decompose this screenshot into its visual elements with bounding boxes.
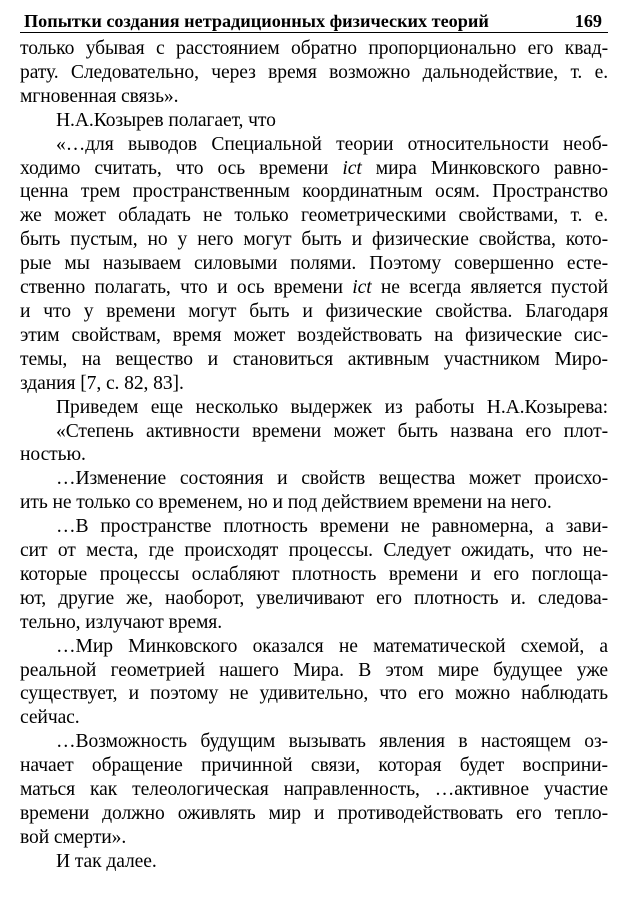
italic-term: ict — [342, 157, 362, 179]
text-line: быть пустым, но у него могут быть и физические свойства, кото- — [20, 229, 608, 251]
running-header — [20, 8, 608, 32]
text-line: времени должно оживлять мир и противодействовать его тепло- — [20, 803, 608, 824]
text-line: темы, на вещество и становиться активным участником Миро- — [20, 348, 608, 370]
text-run: не всегда является пустой — [371, 277, 608, 299]
text-line: начает обращение причинной связи, которая будет восприни- — [20, 755, 608, 777]
italic-term: ict — [352, 277, 372, 299]
text-line: «Степень активности времени может быть названа его плот- — [56, 420, 608, 442]
text-run: ственно полагать, что и ось времени — [20, 277, 353, 299]
text-line: и что у времени могут быть и физические свойства. Благодаря — [20, 300, 608, 322]
text-line: рые мы называем силовыми полями. Поэтому совершенно есте- — [20, 253, 608, 275]
text-run: мира Минковского равно- — [361, 157, 608, 179]
text-line: вой смерти». — [20, 826, 127, 848]
text-line: …Изменение состояния и свойств вещества может происхо- — [56, 468, 608, 490]
text-line: маться как телеологическая направленность, …активное участие — [20, 779, 608, 801]
text-line: Приведем еще несколько выдержек из работы Н.А.Козырева: — [56, 396, 608, 418]
page-number: 169 — [574, 11, 602, 31]
text-line: Н.А.Козырев полагает, что — [56, 109, 276, 131]
text-line: только убывая с расстоянием обратно пропорционально его квад- — [20, 38, 608, 59]
text-line: рату. Следовательно, через время возможно дальнодействие, т. е. — [20, 61, 608, 83]
text-line: …Мир Минковского оказался не математической схемой, а — [56, 635, 608, 657]
text-line: ностью. — [20, 444, 86, 466]
text-line: …Возможность будущим вызывать явления в настоящем оз- — [56, 731, 608, 753]
text-line: этим свойствам, время может воздействовать на физические сис- — [20, 324, 608, 346]
body-text — [20, 37, 608, 874]
text-line — [20, 157, 608, 181]
book-page — [20, 8, 608, 874]
text-line: существует, и поэтому не удивительно, что его можно наблюдать — [20, 683, 608, 705]
text-line: И так далее. — [56, 850, 157, 872]
text-line: сейчас. — [20, 707, 80, 729]
text-line — [20, 276, 608, 300]
text-run: ходимо считать, что ось времени — [20, 157, 343, 179]
running-header-title: Попытки создания нетрадиционных физических теорий — [24, 11, 489, 31]
text-line: реальной геометрией нашего Мира. В этом мире будущее уже — [20, 659, 608, 681]
text-line: …В пространстве плотность времени не равномерна, а зави- — [56, 516, 608, 538]
text-line: здания [7, с. 82, 83]. — [20, 372, 184, 394]
header-rule — [20, 32, 608, 33]
text-line: которые процессы ослабляют плотность времени и его поглоща- — [20, 563, 608, 585]
text-line: ить не только со временем, но и под действием времени на него. — [20, 492, 552, 514]
text-line: же может обладать не только геометрическими свойствами, т. е. — [20, 205, 608, 227]
text-line: мгновенная связь». — [20, 85, 179, 107]
text-line: ценна трем пространственным координатным осям. Пространство — [20, 181, 608, 203]
text-line: ют, другие же, наоборот, увеличивают его плотность и. следова- — [20, 587, 608, 609]
text-line: сит от места, где происходят процессы. Следует ожидать, что не- — [20, 540, 608, 562]
text-line: тельно, излучают время. — [20, 611, 222, 633]
text-line: «…для выводов Специальной теории относительности необ- — [56, 133, 608, 155]
